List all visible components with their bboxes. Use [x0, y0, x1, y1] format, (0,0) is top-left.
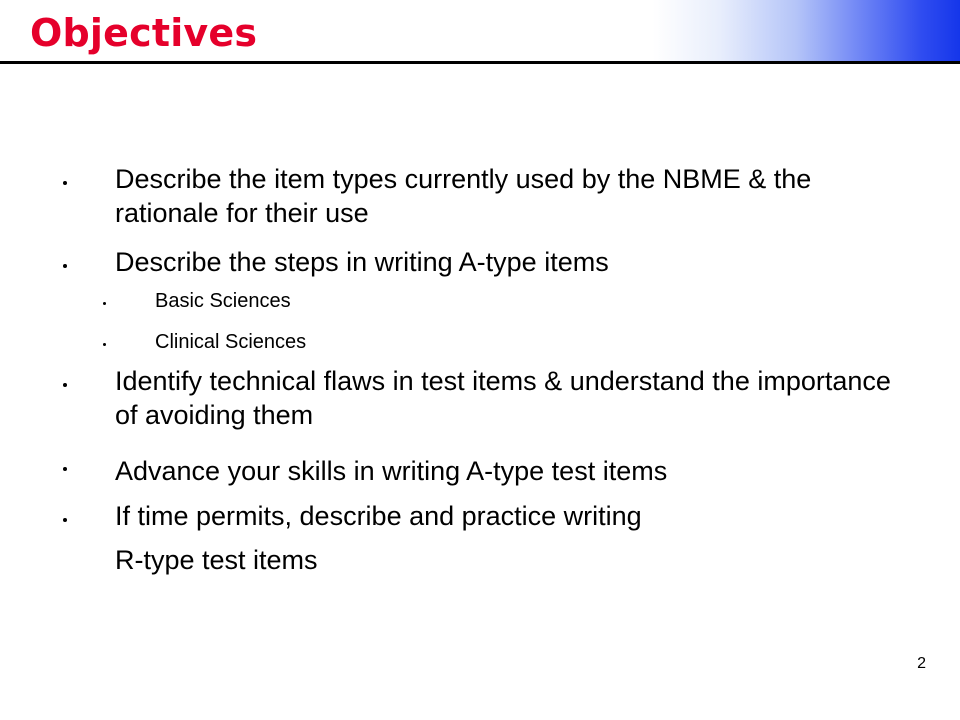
objective-item: Describe the item types currently used by the NBME & the rationale for their use [115, 164, 812, 228]
bullet-dot [63, 467, 67, 471]
slide-title: Objectives [30, 11, 258, 55]
objective-item: Describe the steps in writing A-type items [115, 247, 609, 277]
page-number: 2 [917, 655, 926, 672]
objective-continuation: R-type test items [115, 545, 318, 575]
objective-item: If time permits, describe and practice writing [115, 501, 642, 531]
bullet-dot [63, 181, 67, 185]
bullet-dot [63, 264, 67, 268]
sub-objective-item: Basic Sciences [155, 290, 291, 312]
title-underline [0, 61, 960, 64]
objective-item: Advance your skills in writing A-type test items [115, 456, 668, 486]
bullet-dot [63, 383, 67, 387]
bullet-dot [63, 518, 67, 522]
sub-objective-item: Clinical Sciences [155, 331, 307, 353]
bullet-dot [103, 302, 106, 305]
objective-item: Identify technical flaws in test items & understand the importance of avoiding them [115, 366, 891, 430]
bullet-dot [103, 343, 106, 346]
